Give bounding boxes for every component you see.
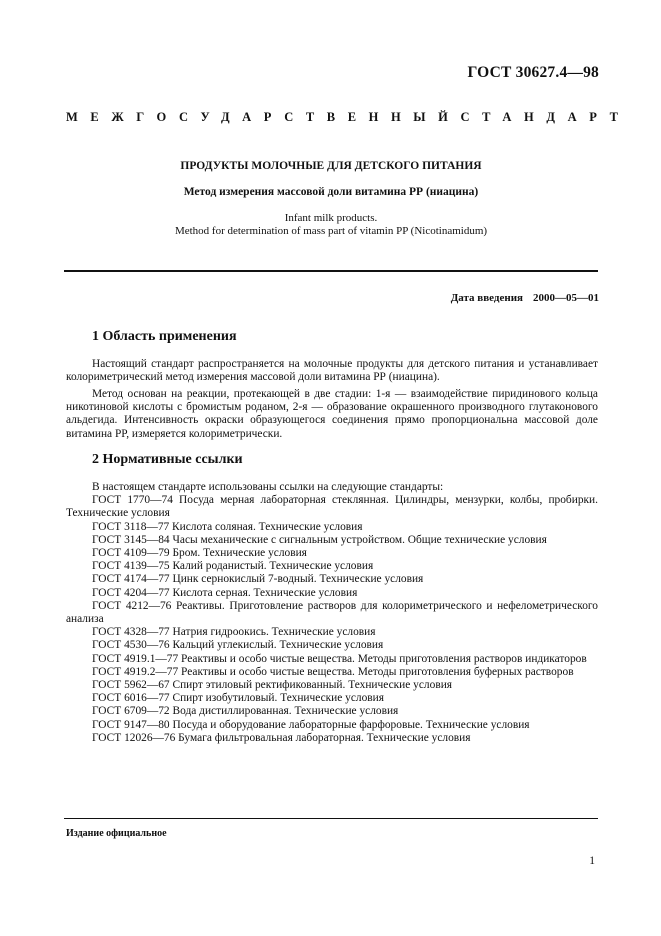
official-edition-note: Издание официальное [66,828,167,839]
reference-item: ГОСТ 4530—76 Кальций углекислый. Технические условия [92,639,384,652]
introduction-date-value: 2000—05—01 [533,292,599,304]
reference-item: ГОСТ 6709—72 Вода дистиллированная. Технические условия [92,705,399,718]
document-code: ГОСТ 30627.4—98 [467,64,599,81]
reference-item: ГОСТ 4174—77 Цинк сернокислый 7-водный. Технические условия [92,573,424,586]
section-1-heading: 1 Область применения [92,329,237,344]
section-1-paragraph-1: Настоящий стандарт распространяется на молочные продукты для детского питания и устанавливает колориметрический метод измерения массовой доли витамина РР (ниацина). [66,358,598,384]
reference-item: ГОСТ 4919.2—77 Реактивы и особо чистые вещества. Методы приготовления буферных растворов [92,665,574,678]
section-1-paragraph-2: Метод основан на реакции, протекающей в две стадии: 1-я — взаимодействие пиридинового кольца никотиновой кислоты с бромистым роданом, 2-я — образование окрашенного производного глутаконового альдегида. Интенсивность окраски образующегося соединения прямо пропорциональна массовой доле витамина РР, измеряется колориметрически. [66,388,598,440]
standard-banner [66,110,631,125]
reference-item: ГОСТ 3145—84 Часы механические с сигнальным устройством. Общие технические условия [92,533,547,546]
introduction-date-label: Дата введения [450,292,523,304]
reference-item: ГОСТ 12026—76 Бумага фильтровальная лабораторная. Технические условия [92,731,471,744]
reference-item: ГОСТ 4109—79 Бром. Технические условия [92,547,307,560]
document-subtitle: Метод измерения массовой доли витамина РР (ниацина) [183,186,479,198]
document-title: ПРОДУКТЫ МОЛОЧНЫЕ ДЛЯ ДЕТСКОГО ПИТАНИЯ [180,160,482,172]
footer-divider [64,818,598,819]
page-number: 1 [589,855,595,867]
reference-item: ГОСТ 3118—77 Кислота соляная. Технические условия [92,520,363,533]
introduction-date [451,292,599,304]
normative-references [66,481,598,745]
english-title-line-1: Infant milk products. [284,212,378,224]
reference-item: ГОСТ 4139—75 Калий роданистый. Технические условия [92,560,374,573]
english-title [66,212,596,238]
reference-item: ГОСТ 9147—80 Посуда и оборудование лабораторные фарфоровые. Технические условия [92,718,530,731]
reference-item: ГОСТ 4328—77 Натрия гидроокись. Технические условия [92,626,376,639]
reference-item: ГОСТ 4919.1—77 Реактивы и особо чистые вещества. Методы приготовления растворов индикаторов [92,652,587,665]
title-divider [64,270,598,272]
references-intro: В настоящем стандарте использованы ссылки на следующие стандарты: [92,481,444,493]
reference-item: ГОСТ 4204—77 Кислота серная. Технические условия [92,586,358,599]
banner-word-standard: СТАНДАРТ [460,110,631,124]
reference-item: ГОСТ 6016—77 Спирт изобутиловый. Технические условия [92,692,385,705]
banner-word-interstate: МЕЖГОСУДАРСТВЕННЫЙ [66,110,461,124]
reference-item: ГОСТ 1770—74 Посуда мерная лабораторная стеклянная. Цилиндры, мензурки, колбы, пробирки. Технические условия [66,494,598,520]
reference-item: ГОСТ 5962—67 Спирт этиловый ректификованный. Технические условия [92,679,453,692]
section-2-heading: 2 Нормативные ссылки [92,452,243,467]
english-title-line-2: Method for determination of mass part of vitamin PP (Nicotinamidum) [174,225,488,237]
reference-item: ГОСТ 4212—76 Реактивы. Приготовление растворов для колориметрического и нефелометрического анализа [66,599,598,626]
